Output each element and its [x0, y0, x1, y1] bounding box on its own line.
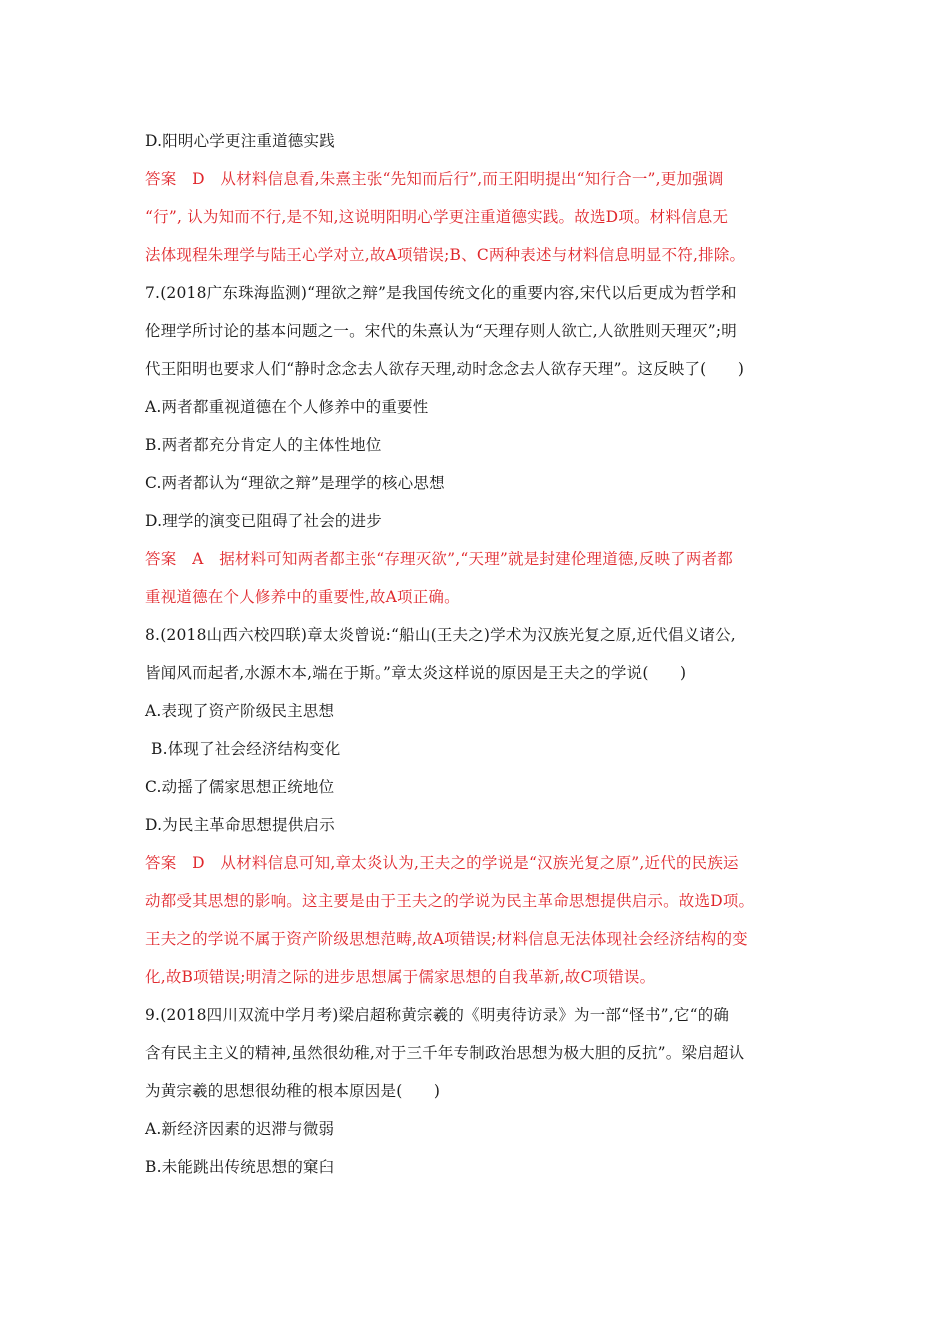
question-line: 9.(2018四川双流中学月考)梁启超称黄宗羲的《明夷待访录》为一部“怪书”,它“的确	[145, 1006, 730, 1024]
option-line: B.体现了社会经济结构变化	[151, 740, 341, 758]
option-line: A.两者都重视道德在个人修养中的重要性	[145, 398, 429, 416]
option-line: B.未能跳出传统思想的窠臼	[145, 1158, 335, 1176]
option-line: D.阳明心学更注重道德实践	[145, 132, 335, 150]
option-line: C.两者都认为“理欲之辩”是理学的核心思想	[145, 474, 445, 492]
answer-line: 动都受其思想的影响。这主要是由于王夫之的学说为民主革命思想提供启示。故选D项。	[145, 892, 755, 910]
answer-line: 化,故B项错误;明清之际的进步思想属于儒家思想的自我革新,故C项错误。	[145, 968, 656, 986]
option-line: A.表现了资产阶级民主思想	[145, 702, 335, 720]
option-line: B.两者都充分肯定人的主体性地位	[145, 436, 382, 454]
answer-line: 答案 D 从材料信息可知,章太炎认为,王夫之的学说是“汉族光复之原”,近代的民族运	[145, 854, 739, 872]
answer-line: 法体现程朱理学与陆王心学对立,故A项错误;B、C两种表述与材料信息明显不符,排除。	[145, 246, 746, 264]
question-line: 伦理学所讨论的基本问题之一。宋代的朱熹认为“天理存则人欲亡,人欲胜则天理灭”;明	[145, 322, 737, 340]
option-line: A.新经济因素的迟滞与微弱	[145, 1120, 335, 1138]
question-line: 8.(2018山西六校四联)章太炎曾说:“船山(王夫之)学术为汉族光复之原,近代倡义诸公,	[145, 626, 736, 644]
question-line: 皆闻风而起者,水源木本,端在于斯。”章太炎这样说的原因是王夫之的学说( )	[145, 664, 687, 682]
question-line: 含有民主主义的精神,虽然很幼稚,对于三千年专制政治思想为极大胆的反抗”。梁启超认	[145, 1044, 745, 1062]
question-line: 7.(2018广东珠海监测)“理欲之辩”是我国传统文化的重要内容,宋代以后更成为哲学和	[145, 284, 737, 302]
answer-line: 答案 A 据材料可知两者都主张“存理灭欲”,“天理”就是封建伦理道德,反映了两者都	[145, 550, 733, 568]
option-line: D.为民主革命思想提供启示	[145, 816, 335, 834]
option-line: C.动摇了儒家思想正统地位	[145, 778, 335, 796]
answer-line: “行”, 认为知而不行,是不知,这说明阳明心学更注重道德实践。故选D项。材料信息无	[145, 208, 729, 226]
answer-line: 重视道德在个人修养中的重要性,故A项正确。	[145, 588, 460, 606]
option-line: D.理学的演变已阻碍了社会的进步	[145, 512, 383, 530]
document-page	[145, 122, 810, 1186]
answer-line: 答案 D 从材料信息看,朱熹主张“先知而后行”,而王阳明提出“知行合一”,更加强调	[145, 170, 724, 188]
answer-line: 王夫之的学说不属于资产阶级思想范畴,故A项错误;材料信息无法体现社会经济结构的变	[145, 930, 748, 948]
question-line: 代王阳明也要求人们“静时念念去人欲存天理,动时念念去人欲存天理”。这反映了( )	[145, 360, 745, 378]
question-line: 为黄宗羲的思想很幼稚的根本原因是( )	[145, 1082, 441, 1100]
